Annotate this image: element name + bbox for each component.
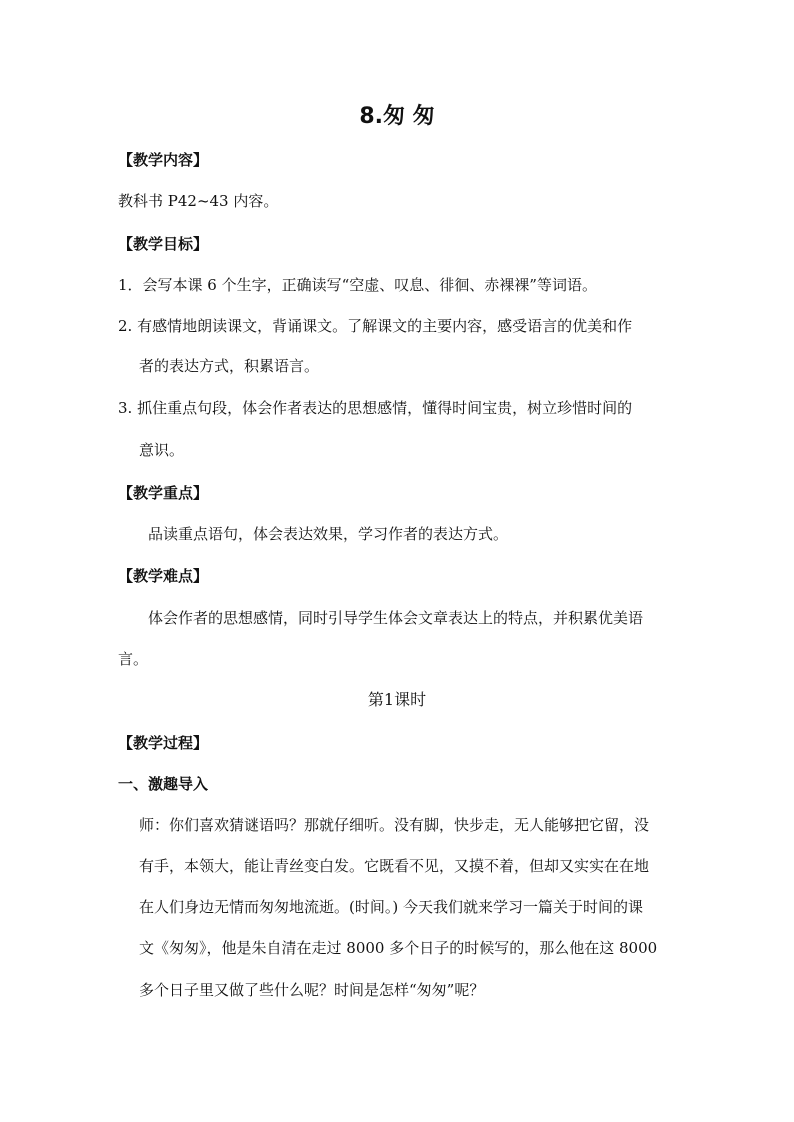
difficulty-line-2: 言。 [118, 650, 149, 668]
intro-line-5: 多个日子里又做了些什么呢？时间是怎样“匆匆”呢？ [139, 981, 485, 999]
goal-2-line-1: 2. 有感情地朗读课文，背诵课文。了解课文的主要内容，感受语言的优美和作 [118, 317, 633, 335]
goals-heading: 【教学目标】 [118, 235, 209, 253]
content-text: 教科书 P42~43 内容。 [118, 192, 279, 210]
goal-2-line-2: 者的表达方式，积累语言。 [139, 357, 320, 375]
goal-1: 1．会写本课 6 个生字，正确读写“空虚、叹息、徘徊、赤裸裸”等词语。 [118, 276, 597, 294]
process-heading: 【教学过程】 [118, 734, 209, 752]
goal-3-line-2: 意识。 [139, 441, 185, 459]
goal-3-line-1: 3. 抓住重点句段，体会作者表达的思想感情，懂得时间宝贵，树立珍惜时间的 [118, 399, 633, 417]
lesson-title: 第1课时 [367, 690, 427, 709]
section-1-heading: 一、激趣导入 [118, 775, 209, 793]
page-title: 8.匆 匆 [359, 104, 435, 129]
intro-line-3: 在人们身边无情而匆匆地流逝。(时间。) 今天我们就来学习一篇关于时间的课 [139, 898, 643, 916]
focus-text: 品读重点语句，体会表达效果，学习作者的表达方式。 [148, 525, 509, 543]
difficulty-heading: 【教学难点】 [118, 567, 209, 585]
focus-heading: 【教学重点】 [118, 484, 209, 502]
content-heading: 【教学内容】 [118, 151, 209, 169]
intro-line-4: 文《匆匆》，他是朱自清在走过 8000 多个日子的时候写的，那么他在这 8000 [139, 939, 658, 957]
difficulty-line-1: 体会作者的思想感情，同时引导学生体会文章表达上的特点，并积累优美语 [148, 609, 644, 627]
intro-line-1: 师：你们喜欢猜谜语吗？那就仔细听。没有脚，快步走，无人能够把它留，没 [139, 816, 650, 834]
intro-line-2: 有手，本领大，能让青丝变白发。它既看不见，又摸不着，但却又实实在在地 [139, 857, 650, 875]
